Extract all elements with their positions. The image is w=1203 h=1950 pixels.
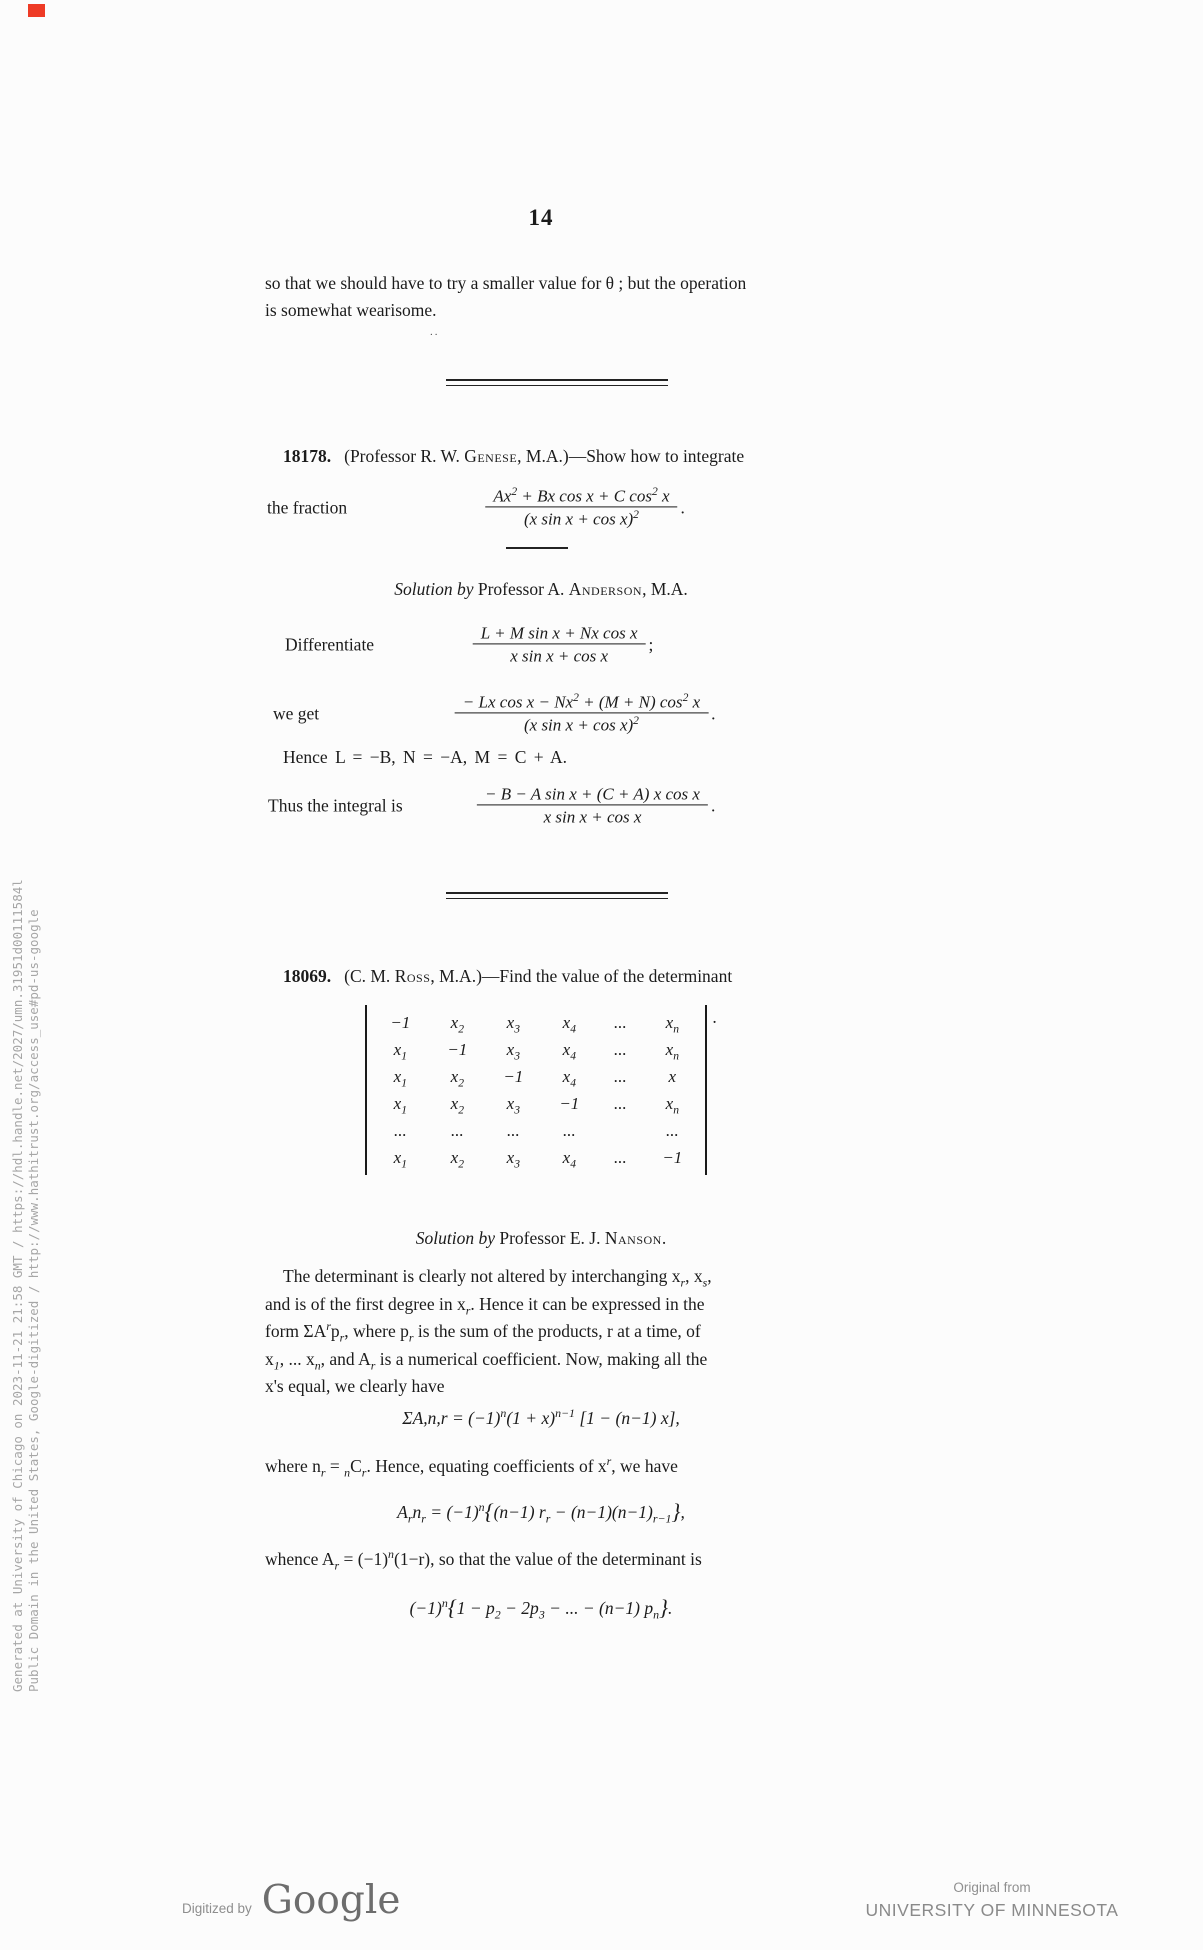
paragraph-line: form $\Sigma A^rp_r$, where $p_r$ is the sum of the products, r at a time, of — [265, 1319, 701, 1345]
original-from-block — [852, 1880, 1132, 1921]
step-numerator: − Lx $\cos x - Nx^2 + (M + N)$ $\cos^2 x$ — [455, 692, 708, 713]
short-divider — [506, 547, 568, 549]
determinant-cell: −1 — [447, 1040, 468, 1059]
step-differentiate-row — [265, 615, 817, 675]
digitized-by-google — [182, 1878, 400, 1924]
section-divider — [446, 892, 668, 899]
solution-by-label: Solution by — [394, 579, 474, 599]
determinant-cell: $x_3$ — [506, 1094, 520, 1117]
problem-18178-heading — [265, 446, 883, 467]
step-expression — [473, 622, 654, 667]
fraction-punct: . — [680, 497, 685, 518]
problem-number: 18069. — [283, 966, 332, 986]
determinant-cell — [597, 1117, 643, 1144]
intro-paragraph — [265, 270, 746, 324]
determinant-cell: $x_1$ — [393, 1094, 407, 1117]
problem-heading-pre: (C. M. — [344, 966, 395, 986]
determinant-cell: x — [668, 1067, 677, 1086]
problem-heading-post: , M.A.)—Find the value of the determinant — [430, 966, 733, 986]
determinant-cell: ... — [562, 1121, 576, 1140]
determinant-cell: ... — [393, 1121, 407, 1140]
determinant-cell: $x_n$ — [665, 1013, 679, 1036]
solution-suffix: . — [661, 1228, 667, 1248]
determinant-block — [265, 1005, 817, 1175]
institution-name: UNIVERSITY OF MINNESOTA — [865, 1900, 1119, 1920]
paragraph-line: and is of the first degree in $x_r$. Hence it can be expressed in the — [265, 1293, 705, 1317]
determinant-cell: $x_3$ — [506, 1148, 520, 1171]
determinant-cell: $x_n$ — [665, 1040, 679, 1063]
problem-heading-post: , M.A.)—Show how to integrate — [517, 446, 745, 466]
determinant-cell: ... — [450, 1121, 464, 1140]
solution-professor: Professor A. — [473, 579, 569, 599]
paragraph-line: The determinant is clearly not altered by interchanging $x_r$, $x_s$, — [283, 1266, 712, 1290]
solution-professor: Professor E. J. — [495, 1228, 605, 1248]
solution-18178-heading — [265, 579, 817, 600]
solution-paragraph — [265, 1263, 712, 1401]
determinant-cell: $x_4$ — [562, 1013, 576, 1036]
determinant-cell: ... — [613, 1067, 627, 1086]
determinant-matrix — [365, 1005, 707, 1175]
paragraph-line: $x_1$, ... $x_n$, and $A_r$ is a numerical coefficient. Now, making all the — [265, 1348, 708, 1372]
equation-coefficient: $A_rn_r = (-1)^n\{(n-1) r_r - (n-1)(n-1)_{r-1}\}$, — [397, 1499, 685, 1526]
determinant-cell: $x_4$ — [562, 1067, 576, 1090]
step-label: Differentiate — [285, 634, 375, 655]
determinant-cell: $x_4$ — [562, 1148, 576, 1171]
hathitrust-margin-stamp — [10, 879, 42, 1692]
stamp-generated-line: Generated at University of Chicago on 2023-11-21 21:58 GMT / https://hdl.handle.net/2027/umn.31951d00111584l — [10, 879, 25, 1692]
stamp-public-domain-line: Public Domain in the United States, Google-digitized / http://www.hathitrust.org/access_use#pd-us-google — [26, 909, 41, 1692]
step-integral-row — [265, 776, 817, 836]
step-punct: . — [711, 703, 716, 724]
determinant-cell: ... — [613, 1040, 627, 1059]
stray-scan-mark: .. — [430, 326, 440, 338]
equation-sum: $\Sigma A,n,r = (-1)^n(1 + x)^{n-1}$ [1 − (n−1) x], — [402, 1406, 680, 1428]
google-logo: Google — [261, 1878, 401, 1923]
where-line: where $n_r = _nC_r$. Hence, equating coefficients of $x^r$, we have — [265, 1454, 678, 1480]
determinant-cell: ... — [613, 1094, 627, 1113]
determinant-punct: . — [712, 1007, 717, 1027]
paragraph-line: x's equal, we clearly have — [265, 1376, 445, 1396]
step-denominator: x sin x + cos x — [543, 807, 642, 827]
solution-suffix: , M.A. — [642, 579, 688, 599]
digitized-by-label: Digitized by — [182, 1901, 252, 1916]
step-weget-row — [265, 684, 817, 744]
determinant-cell: $x_4$ — [562, 1040, 576, 1063]
determinant-cell: ... — [665, 1121, 679, 1140]
intro-line-1: so that we should have to try a smaller value for θ ; but the operation — [265, 273, 747, 293]
step-numerator: − B − A sin x + (C + A) x cos x — [477, 784, 708, 805]
fraction-denominator: (x sin x + cos x)$^2$ — [523, 507, 639, 529]
step-punct: . — [710, 795, 716, 816]
determinant-cell: ... — [506, 1121, 520, 1140]
original-from-label: Original from — [953, 1880, 1031, 1895]
fraction-numerator: $Ax^2 + Bx$ cos x + C $\cos^2 x$ — [485, 486, 677, 507]
determinant-cell: $x_2$ — [450, 1094, 464, 1117]
determinant-cell: ... — [613, 1148, 627, 1167]
equation-result: $(-1)^n\{1 - p_2 - 2p_3$ − ... − (n−1) $p_n$}. — [409, 1595, 673, 1622]
determinant-cell: −1 — [503, 1067, 524, 1086]
problem-18178-fraction-row — [265, 478, 817, 538]
scan-calibration-mark — [28, 4, 45, 17]
step-numerator: L + M sin x + Nx cos x — [473, 623, 646, 644]
determinant-cell: $x_n$ — [665, 1094, 679, 1117]
determinant-cell: $x_2$ — [450, 1067, 464, 1090]
determinant-grid — [371, 1009, 701, 1171]
solution-author-name: Nanson — [604, 1228, 662, 1248]
solution-18069-heading — [265, 1228, 817, 1249]
step-denominator: x sin x + cos x — [510, 646, 609, 666]
whence-line: whence $A_r = (-1)^n(1-r)$, so that the value of the determinant is — [265, 1547, 702, 1573]
solution-by-label: Solution by — [415, 1228, 495, 1248]
determinant-cell: −1 — [559, 1094, 580, 1113]
step-label: we get — [273, 703, 320, 724]
determinant-cell: $x_2$ — [450, 1148, 464, 1171]
determinant-cell: ... — [613, 1013, 627, 1032]
problem-number: 18178. — [283, 446, 332, 466]
determinant-cell: $x_1$ — [393, 1067, 407, 1090]
determinant-cell: −1 — [390, 1013, 411, 1032]
solution-author-name: Anderson — [568, 579, 643, 599]
step-expression — [455, 691, 716, 736]
hence-line: Hence L = −B, N = −A, M = C + A. — [283, 747, 568, 767]
fraction-expression — [485, 485, 685, 530]
problem-heading-pre: (Professor R. W. — [344, 446, 465, 466]
determinant-cell: $x_3$ — [506, 1013, 520, 1036]
determinant-cell: $x_1$ — [393, 1040, 407, 1063]
step-denominator: (x sin x + cos x)$^2$ — [523, 713, 639, 735]
step-expression — [477, 783, 715, 828]
problem-18069-heading — [265, 966, 883, 987]
determinant-cell: $x_3$ — [506, 1040, 520, 1063]
section-divider — [446, 379, 668, 386]
page-number: 14 — [528, 205, 554, 230]
step-label: Thus the integral is — [268, 795, 403, 816]
step-punct: ; — [648, 634, 654, 655]
problem-author-name: Genese — [464, 446, 518, 466]
determinant-cell: $x_2$ — [450, 1013, 464, 1036]
problem-author-name: Ross — [394, 966, 431, 986]
determinant-cell: $x_1$ — [393, 1148, 407, 1171]
fraction-label: the fraction — [267, 497, 348, 518]
determinant-cell: −1 — [662, 1148, 683, 1167]
intro-line-2: is somewhat wearisome. — [265, 300, 437, 320]
